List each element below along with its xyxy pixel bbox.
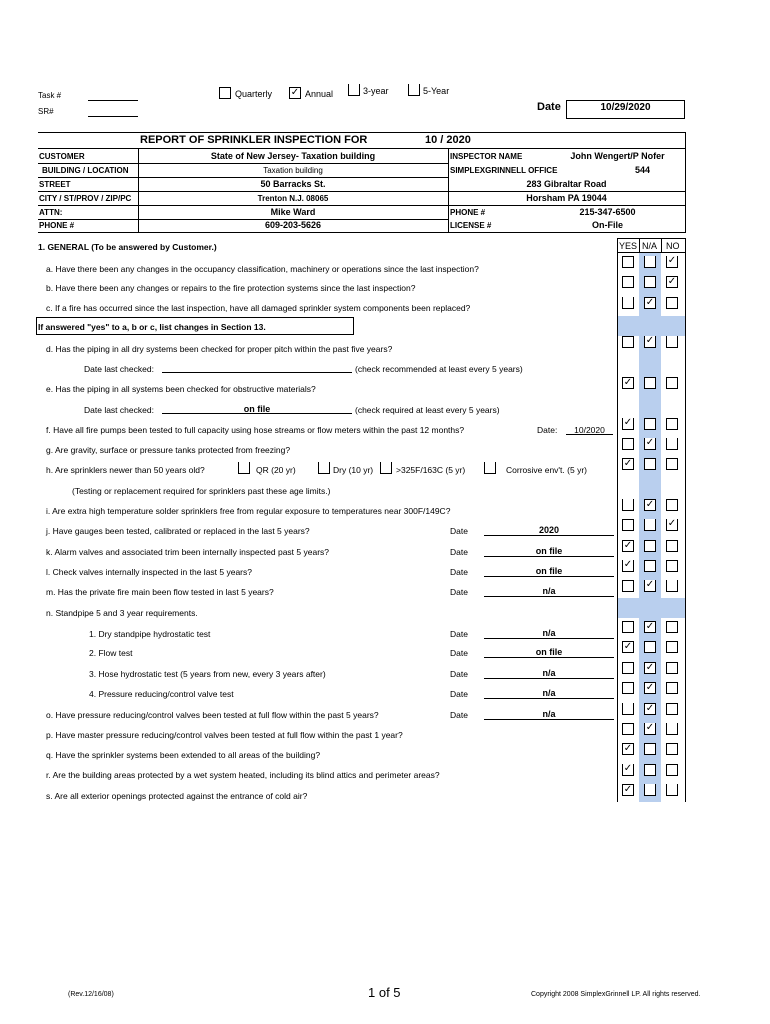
office-city: Horsham PA 19044	[526, 193, 607, 203]
question-b: b. Have there been any changes or repairs to the fire protection systems since the last inspection?	[46, 283, 416, 293]
answer-o-na-checkbox[interactable]	[644, 703, 656, 715]
check-mark-icon: ✓	[645, 703, 655, 714]
corrosive-label: Corrosive env't. (5 yr)	[506, 465, 587, 475]
answer-n2-na-checkbox[interactable]	[644, 641, 656, 653]
answer-a-no-checkbox[interactable]	[666, 256, 678, 268]
question-a: a. Have there been any changes in the occupancy classification, machinery or operations since the last inspection?	[46, 264, 479, 274]
building-label: BUILDING / LOCATION	[42, 166, 129, 175]
n3-date-label: Date	[450, 669, 468, 679]
answer-n4-yes-checkbox[interactable]	[622, 682, 634, 694]
yes-header: YES	[619, 241, 638, 251]
answer-e-yes-checkbox[interactable]	[622, 377, 634, 389]
answer-n1-no-checkbox[interactable]	[666, 621, 678, 633]
check-mark-icon: ✓	[290, 87, 300, 98]
office-phone-label: PHONE #	[450, 208, 486, 217]
question-o: o. Have pressure reducing/control valves been tested at full flow within the past 5 years?	[46, 710, 379, 720]
answer-k-no-checkbox[interactable]	[666, 540, 678, 552]
check-mark-icon: ✓	[623, 559, 633, 570]
question-p: p. Have master pressure reducing/control valves been tested at full flow within the past 1 year?	[46, 730, 403, 740]
answer-m-na-checkbox[interactable]	[644, 580, 656, 592]
question-n: n. Standpipe 5 and 3 year requirements.	[46, 608, 198, 618]
task-field[interactable]	[88, 100, 138, 101]
h-note: (Testing or replacement required for sprinklers past these age limits.)	[72, 486, 331, 496]
answer-c-na-checkbox[interactable]	[644, 297, 656, 309]
answer-n1-na-checkbox[interactable]	[644, 621, 656, 633]
question-h: h. Are sprinklers newer than 50 years old?	[46, 465, 205, 475]
annual-label: Annual	[305, 89, 334, 99]
city-value: Trenton N.J. 08065	[257, 194, 329, 203]
answer-n3-na-checkbox[interactable]	[644, 662, 656, 674]
question-n2: 2. Flow test	[89, 648, 133, 658]
answer-q-na-checkbox[interactable]	[644, 743, 656, 755]
3-year-label: 3-year	[363, 86, 389, 96]
answer-p-yes-checkbox[interactable]	[622, 723, 634, 735]
street-value: 50 Barracks St.	[260, 179, 326, 189]
answer-p-na-checkbox[interactable]	[644, 723, 656, 735]
quarterly-label: Quarterly	[235, 89, 273, 99]
phone-value: 609-203-5626	[264, 220, 322, 230]
dry-checkbox[interactable]	[318, 462, 330, 474]
l-date-value: on file	[535, 566, 563, 576]
question-n3: 3. Hose hydrostatic test (5 years from new, every 3 years after)	[89, 669, 326, 679]
license-label: LICENSE #	[450, 221, 492, 230]
question-q: q. Have the sprinkler systems been extended to all areas of the building?	[46, 750, 321, 760]
answer-a-na-checkbox[interactable]	[644, 256, 656, 268]
m-date-field[interactable]	[484, 596, 614, 597]
answer-c-yes-checkbox[interactable]	[622, 297, 634, 309]
d-note: (check recommended at least every 5 years)	[355, 364, 523, 374]
building-value: Taxation building	[263, 166, 323, 175]
question-r: r. Are the building areas protected by a wet system heated, including its blind attics and perimeter areas?	[46, 770, 440, 780]
question-g: g. Are gravity, surface or pressure tanks protected from freezing?	[46, 445, 291, 455]
check-mark-icon: ✓	[645, 682, 655, 693]
n4-date-value: n/a	[542, 688, 556, 698]
k-date-label: Date	[450, 547, 468, 557]
answer-s-no-checkbox[interactable]	[666, 784, 678, 796]
question-d: d. Has the piping in all dry systems been checked for proper pitch within the past five years?	[46, 344, 393, 354]
no-header: NO	[666, 241, 680, 251]
answer-s-yes-checkbox[interactable]	[622, 784, 634, 796]
check-mark-icon: ✓	[645, 621, 655, 632]
o-date-value: n/a	[542, 709, 556, 719]
sr-field[interactable]	[88, 116, 138, 117]
attn-label: ATTN:	[39, 208, 63, 217]
e-note: (check required at least every 5 years)	[355, 405, 500, 415]
inspector-value: John Wengert/P Nofer	[570, 151, 665, 161]
check-mark-icon: ✓	[645, 437, 655, 448]
answer-h-no-checkbox[interactable]	[666, 458, 678, 470]
answer-n2-no-checkbox[interactable]	[666, 641, 678, 653]
task-label: Task #	[38, 91, 62, 100]
office-street: 283 Gibraltar Road	[526, 179, 607, 189]
answer-i-yes-checkbox[interactable]	[622, 499, 634, 511]
check-mark-icon: ✓	[645, 499, 655, 510]
answer-j-yes-checkbox[interactable]	[622, 519, 634, 531]
question-n1: 1. Dry standpipe hydrostatic test	[89, 629, 211, 639]
k-date-field[interactable]	[484, 556, 614, 557]
check-mark-icon: ✓	[623, 458, 633, 469]
k-date-value: on file	[535, 546, 563, 556]
question-s: s. Are all exterior openings protected against the entrance of cold air?	[46, 791, 308, 801]
answer-i-na-checkbox[interactable]	[644, 499, 656, 511]
answer-m-yes-checkbox[interactable]	[622, 580, 634, 592]
answer-n3-yes-checkbox[interactable]	[622, 662, 634, 674]
question-j: j. Have gauges been tested, calibrated or replaced in the last 5 years?	[46, 526, 310, 536]
city-label: CITY / ST/PROV / ZIP/PC	[39, 194, 132, 203]
answer-k-na-checkbox[interactable]	[644, 540, 656, 552]
question-c: c. If a fire has occurred since the last inspection, have all damaged sprinkler system components been replaced?	[46, 303, 471, 313]
question-l: l. Check valves internally inspected in the last 5 years?	[46, 567, 252, 577]
m-date-value: n/a	[542, 586, 556, 596]
answer-d-no-checkbox[interactable]	[666, 336, 678, 348]
phone-label: PHONE #	[39, 221, 75, 230]
5-year-label: 5-Year	[423, 86, 450, 96]
question-i: i. Are extra high temperature solder sprinklers free from regular exposure to temperatures near 300F/149C?	[46, 506, 451, 516]
office-value: 544	[634, 165, 651, 175]
j-date-field[interactable]	[484, 535, 614, 536]
m-date-label: Date	[450, 587, 468, 597]
answer-n4-no-checkbox[interactable]	[666, 682, 678, 694]
answer-e-na-checkbox[interactable]	[644, 377, 656, 389]
check-mark-icon: ✓	[623, 763, 633, 774]
n1-date-value: n/a	[542, 628, 556, 638]
n4-date-label: Date	[450, 689, 468, 699]
answer-o-no-checkbox[interactable]	[666, 703, 678, 715]
check-mark-icon: ✓	[667, 518, 677, 529]
check-mark-icon: ✓	[667, 255, 677, 266]
n2-date-value: on file	[535, 647, 563, 657]
answer-i-no-checkbox[interactable]	[666, 499, 678, 511]
na-header: N/A	[642, 241, 658, 251]
answer-k-yes-checkbox[interactable]	[622, 540, 634, 552]
answer-r-yes-checkbox[interactable]	[622, 764, 634, 776]
e-date-label: Date last checked:	[84, 405, 154, 415]
n1-date-field[interactable]	[484, 638, 614, 639]
note-text: If answered "yes" to a, b or c, list changes in Section 13.	[38, 322, 266, 332]
qr-checkbox[interactable]	[238, 462, 250, 474]
l-date-field[interactable]	[484, 576, 614, 577]
answer-n4-na-checkbox[interactable]	[644, 682, 656, 694]
j-date-label: Date	[450, 526, 468, 536]
check-mark-icon: ✓	[645, 335, 655, 346]
answer-d-na-checkbox[interactable]	[644, 336, 656, 348]
question-e: e. Has the piping in all systems been checked for obstructive materials?	[46, 384, 316, 394]
check-mark-icon: ✓	[645, 579, 655, 590]
5-year-checkbox[interactable]	[408, 84, 420, 96]
answer-c-no-checkbox[interactable]	[666, 297, 678, 309]
copyright: Copyright 2008 SimplexGrinnell LP. All rights reserved.	[531, 991, 701, 998]
check-mark-icon: ✓	[645, 297, 655, 308]
report-title: REPORT OF SPRINKLER INSPECTION FOR	[140, 134, 368, 146]
quarterly-checkbox[interactable]	[219, 87, 231, 99]
attn-value: Mike Ward	[270, 207, 316, 217]
answer-j-na-checkbox[interactable]	[644, 519, 656, 531]
l-date-label: Date	[450, 567, 468, 577]
o-date-label: Date	[450, 710, 468, 720]
question-f: f. Have all fire pumps been tested to full capacity using hose streams or flow meters within the past 12 months?	[46, 425, 465, 435]
annual-checkbox[interactable]	[289, 87, 301, 99]
answer-d-yes-checkbox[interactable]	[622, 336, 634, 348]
section-title: 1. GENERAL (To be answered by Customer.)	[38, 242, 217, 252]
d-date-label: Date last checked:	[84, 364, 154, 374]
answer-q-no-checkbox[interactable]	[666, 743, 678, 755]
answer-m-no-checkbox[interactable]	[666, 580, 678, 592]
check-mark-icon: ✓	[623, 641, 633, 652]
answer-q-yes-checkbox[interactable]	[622, 743, 634, 755]
answer-a-yes-checkbox[interactable]	[622, 256, 634, 268]
f-date-label: Date:	[537, 425, 558, 435]
n2-date-label: Date	[450, 648, 468, 658]
answer-g-na-checkbox[interactable]	[644, 438, 656, 450]
inspector-label: INSPECTOR NAME	[450, 152, 523, 161]
answer-b-na-checkbox[interactable]	[644, 276, 656, 288]
o-date-field[interactable]	[484, 719, 614, 720]
n3-date-field[interactable]	[484, 678, 614, 679]
check-mark-icon: ✓	[645, 722, 655, 733]
check-mark-icon: ✓	[623, 784, 633, 795]
street-label: STREET	[39, 180, 71, 189]
date-value: 10/29/2020	[600, 102, 651, 113]
answer-b-yes-checkbox[interactable]	[622, 276, 634, 288]
answer-r-na-checkbox[interactable]	[644, 764, 656, 776]
answer-l-no-checkbox[interactable]	[666, 560, 678, 572]
answer-h-yes-checkbox[interactable]	[622, 458, 634, 470]
office-phone-value: 215-347-6500	[579, 207, 636, 217]
answer-f-na-checkbox[interactable]	[644, 418, 656, 430]
check-mark-icon: ✓	[623, 417, 633, 428]
f-date-value: 10/2020	[574, 425, 605, 435]
page-number: 1 of 5	[368, 985, 401, 1000]
sr-label: SR#	[38, 107, 54, 116]
customer-value: State of New Jersey- Taxation building	[210, 151, 376, 161]
answer-l-na-checkbox[interactable]	[644, 560, 656, 572]
answer-g-yes-checkbox[interactable]	[622, 438, 634, 450]
answer-f-yes-checkbox[interactable]	[622, 418, 634, 430]
high-temp-checkbox[interactable]	[380, 462, 392, 474]
answer-j-no-checkbox[interactable]	[666, 519, 678, 531]
dry-label: Dry (10 yr)	[333, 465, 374, 475]
office-label: SIMPLEXGRINNELL OFFICE	[450, 166, 558, 175]
n3-date-value: n/a	[542, 668, 556, 678]
answer-h-na-checkbox[interactable]	[644, 458, 656, 470]
question-m: m. Has the private fire main been flow tested in last 5 years?	[46, 587, 274, 597]
check-mark-icon: ✓	[645, 662, 655, 673]
qr-label: QR (20 yr)	[256, 465, 296, 475]
answer-n2-yes-checkbox[interactable]	[622, 641, 634, 653]
customer-label: CUSTOMER	[39, 152, 85, 161]
answer-f-no-checkbox[interactable]	[666, 418, 678, 430]
d-date-field[interactable]	[162, 372, 352, 373]
n2-date-field[interactable]	[484, 657, 614, 658]
answer-r-no-checkbox[interactable]	[666, 764, 678, 776]
question-n4: 4. Pressure reducing/control valve test	[89, 689, 234, 699]
check-mark-icon: ✓	[623, 377, 633, 388]
answer-l-yes-checkbox[interactable]	[622, 560, 634, 572]
answer-n1-yes-checkbox[interactable]	[622, 621, 634, 633]
high-temp-label: >325F/163C (5 yr)	[396, 465, 466, 475]
answer-o-yes-checkbox[interactable]	[622, 703, 634, 715]
e-date-value: on file	[243, 404, 271, 414]
corrosive-checkbox[interactable]	[484, 462, 496, 474]
revision-label: (Rev.12/16/08)	[68, 991, 114, 998]
date-label: Date	[537, 101, 561, 113]
question-k: k. Alarm valves and associated trim been internally inspected past 5 years?	[46, 547, 330, 557]
answer-g-no-checkbox[interactable]	[666, 438, 678, 450]
license-value: On-File	[592, 220, 623, 230]
check-mark-icon: ✓	[623, 743, 633, 754]
n1-date-label: Date	[450, 629, 468, 639]
answer-e-no-checkbox[interactable]	[666, 377, 678, 389]
report-period: 10 / 2020	[425, 134, 471, 146]
j-date-value: 2020	[538, 525, 560, 535]
check-mark-icon: ✓	[623, 540, 633, 551]
3-year-checkbox[interactable]	[348, 84, 360, 96]
check-mark-icon: ✓	[667, 276, 677, 287]
answer-s-na-checkbox[interactable]	[644, 784, 656, 796]
answer-p-no-checkbox[interactable]	[666, 723, 678, 735]
answer-n3-no-checkbox[interactable]	[666, 662, 678, 674]
answer-b-no-checkbox[interactable]	[666, 276, 678, 288]
n4-date-field[interactable]	[484, 698, 614, 699]
